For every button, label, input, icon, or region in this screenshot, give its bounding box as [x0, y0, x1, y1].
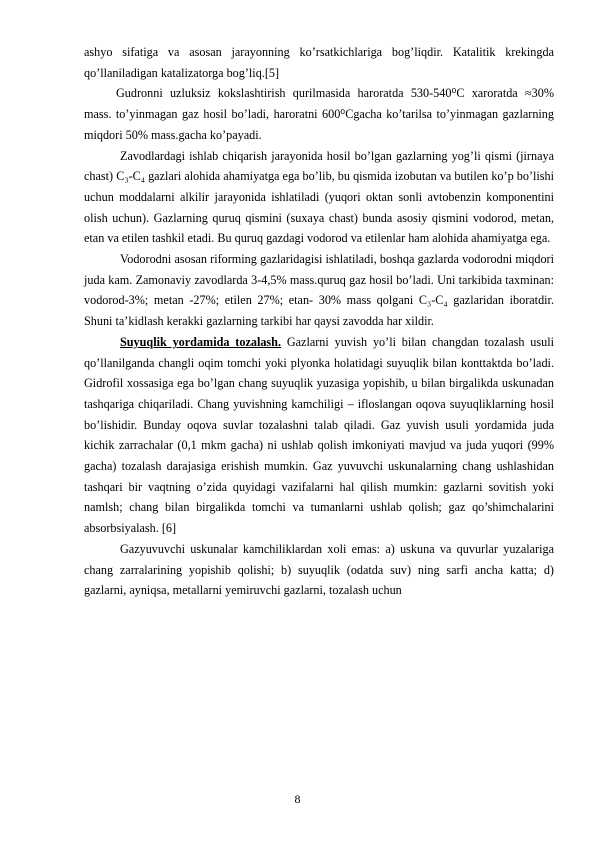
paragraph-liquid-cleaning-body: Gazlarni yuvish yo’li bilan changdan tozalash usuli qo’llanilganda changli oqim tomchi yoki plyonka holatidagi suyuqlik bilan konttaktda bo’ladi. Gidrofil xossasiga ega bo’lgan chang suyuqlik yuzasiga yopishib, u bilan birgalikda uskunadan tashqariga chiqariladi. Chang yuvishning kamchiligi – ifloslangan oqova suyuqliklarning hosil bo’lishidir. Bunday oqova suvlar tozalashni talab qiladi. Gaz yuvish usuli yordamida juda kichik zarrachalar (0,1 mkm gacha) ni ushlab qolish imkoniyati mavjud va juda yuqori (99% gacha) tozalash darajasiga erishish mumkin. Gaz yuvuvchi uskunalarning chang ushlashidan tashqari bir vaqtning o’zida quyidagi vazifalarni hal qilish mumkin: gazlarni sovitish yoki namlsh; chang bilan birgalikda tomchi va tumanlarni ushlab qolish; gaz qo’shimchalarini absorbsiyalash. [6]: [84, 334, 554, 536]
paragraph-liquid-cleaning: [84, 332, 554, 539]
page-number: 8: [294, 792, 301, 806]
paragraph-scrubber-drawbacks: Gazyuvuvchi uskunalar kamchiliklardan xoli emas: a) uskuna va quvurlar yuzalariga chang zarralarining yopishib qolishi; b) suyuqlik (odatda suv) ning sarfi ancha katta; d) gazlarni, ayniqsa, metallarni yemiruvchi gazlarni, tozalash uchun: [84, 541, 554, 598]
paragraph-catalyst: ashyo sifatiga va asosan jarayonning ko’rsatkichlariga bog’liqdir. Katalitik krekingda qo’llaniladigan katalizatorga bog’liq.[5]: [84, 45, 554, 80]
paragraph-coking: Gudronni uzluksiz kokslashtirish qurilmasida haroratda 530-540⁰C xaroratda ≈30% mass. to’yinmagan gaz hosil bo’ladi, haroratni 600⁰Cgacha ko’tarilsa to’yinmagan gazlarning miqdori 50% mass.gacha ko’payadi.: [84, 86, 554, 142]
document-page: [84, 42, 554, 601]
paragraph-gas-fractions: Zavodlardagi ishlab chiqarish jarayonida hosil bo’lgan gazlarning yog’li qismi (jirnaya chast) C₃-C₄ gazlari alohida ahamiyatga ega bo’lib, bu qismida izobutan va butilen ko’p bo’lishi uchun moddalarni alkilir jarayonida ishlatiladi (yuqori oktan sonli avtobenzin komponentini olish uchun). Gazlarning quruq qismini (suxaya chast) bunda asosiy qismini vodorod, metan, etan va etilen tashkil etadi. Bu quruq gazdagi vodorod va etilenlar ham alohida ahamiyatga ega.: [84, 148, 554, 246]
paragraph-hydrogen: Vodorodni asosan riforming gazlaridagisi ishlatiladi, boshqa gazlarda vodorodni miqdori juda kam. Zamonaviy zavodlarda 3-4,5% mass.quruq gaz hosil bo’ladi. Uni tarkibida taxminan: vodorod-3%; metan -27%; etilen 27%; etan- 30% mass qolgani C₃-C₄ gazlaridan iboratdir. Shuni ta’kidlash kerakki gazlarning tarkibi har qaysi zavodda har xildir.: [84, 252, 554, 329]
section-heading: Suyuqlik yordamida tozalash.: [120, 334, 281, 349]
